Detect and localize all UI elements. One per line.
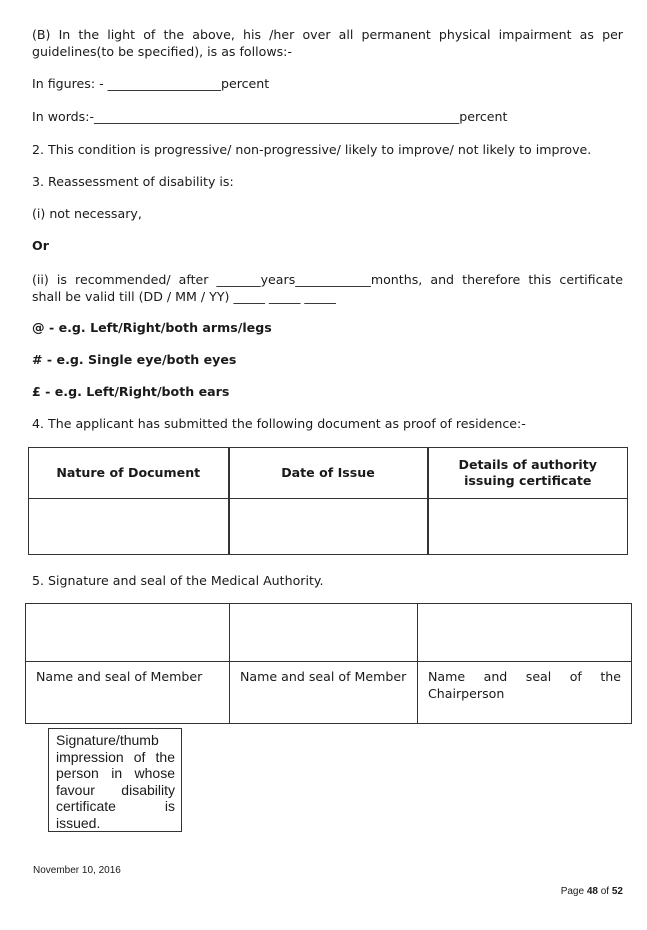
option-not-necessary: (i) not necessary,	[32, 206, 142, 221]
footer-date: November 10, 2016	[33, 865, 121, 876]
section-b-intro: (B) In the light of the above, his /her over all permanent physical impairment as per guidelines(to be specified), is as follows:-	[32, 27, 623, 59]
applicant-thumb-impression-box[interactable]: Signature/thumb impression of the person in whose favour disability certificate is issued.	[48, 728, 182, 832]
page-mid: of	[597, 886, 612, 897]
option-recommended-line1	[32, 271, 623, 288]
note-eyes: # - e.g. Single eye/both eyes	[32, 352, 237, 367]
proof-of-residence-heading: 4. The applicant has submitted the following document as proof of residence:-	[32, 416, 526, 431]
medical-authority-heading: 5. Signature and seal of the Medical Authority.	[32, 573, 324, 588]
header-date-of-issue: Date of Issue	[229, 448, 428, 499]
header-nature-of-document: Nature of Document	[29, 448, 229, 499]
chairperson-signature-cell[interactable]	[418, 604, 632, 662]
word: (ii)	[32, 272, 49, 287]
condition-progression: 2. This condition is progressive/ non-progressive/ likely to improve/ not likely to improve.	[32, 142, 592, 157]
note-arms-legs: @ - e.g. Left/Right/both arms/legs	[32, 320, 272, 335]
reassessment-heading: 3. Reassessment of disability is:	[32, 174, 234, 189]
impairment-in-words: In words:-__________________________________________________________percent	[32, 109, 508, 124]
impairment-in-figures: In figures: - __________________percent	[32, 76, 270, 91]
word: therefore	[462, 272, 521, 287]
word: recommended/	[75, 272, 171, 287]
page-prefix: Page	[560, 886, 587, 897]
valid-till-line: shall be valid till (DD / MM / YY) _____ _____ _____	[32, 289, 336, 304]
table-header-row	[29, 448, 628, 499]
issuing-authority-cell[interactable]	[428, 499, 628, 555]
member-2-label: Name and seal of Member	[230, 662, 418, 724]
medical-authority-signature-table	[25, 603, 632, 724]
word: after	[178, 272, 209, 287]
signature-row	[26, 604, 632, 662]
member-1-signature-cell[interactable]	[26, 604, 230, 662]
table-row	[29, 499, 628, 555]
word: certificate	[559, 272, 623, 287]
page-total: 52	[611, 886, 623, 897]
word: _______years____________months,	[216, 272, 423, 287]
or-separator: Or	[32, 238, 49, 253]
word: is	[56, 272, 67, 287]
word: and	[430, 272, 455, 287]
header-issuing-authority: Details of authority issuing certificate	[428, 448, 628, 499]
proof-of-residence-table	[28, 447, 628, 555]
date-of-issue-cell[interactable]	[229, 499, 428, 555]
page-number	[561, 886, 623, 897]
chairperson-label: Name and seal of the Chairperson	[418, 662, 632, 724]
word: this	[528, 272, 552, 287]
option-recommended	[32, 271, 623, 305]
member-1-label: Name and seal of Member	[26, 662, 230, 724]
nature-of-document-cell[interactable]	[29, 499, 229, 555]
label-row	[26, 662, 632, 724]
page-current: 48	[586, 886, 598, 897]
member-2-signature-cell[interactable]	[230, 604, 418, 662]
note-ears: £ - e.g. Left/Right/both ears	[32, 384, 230, 399]
